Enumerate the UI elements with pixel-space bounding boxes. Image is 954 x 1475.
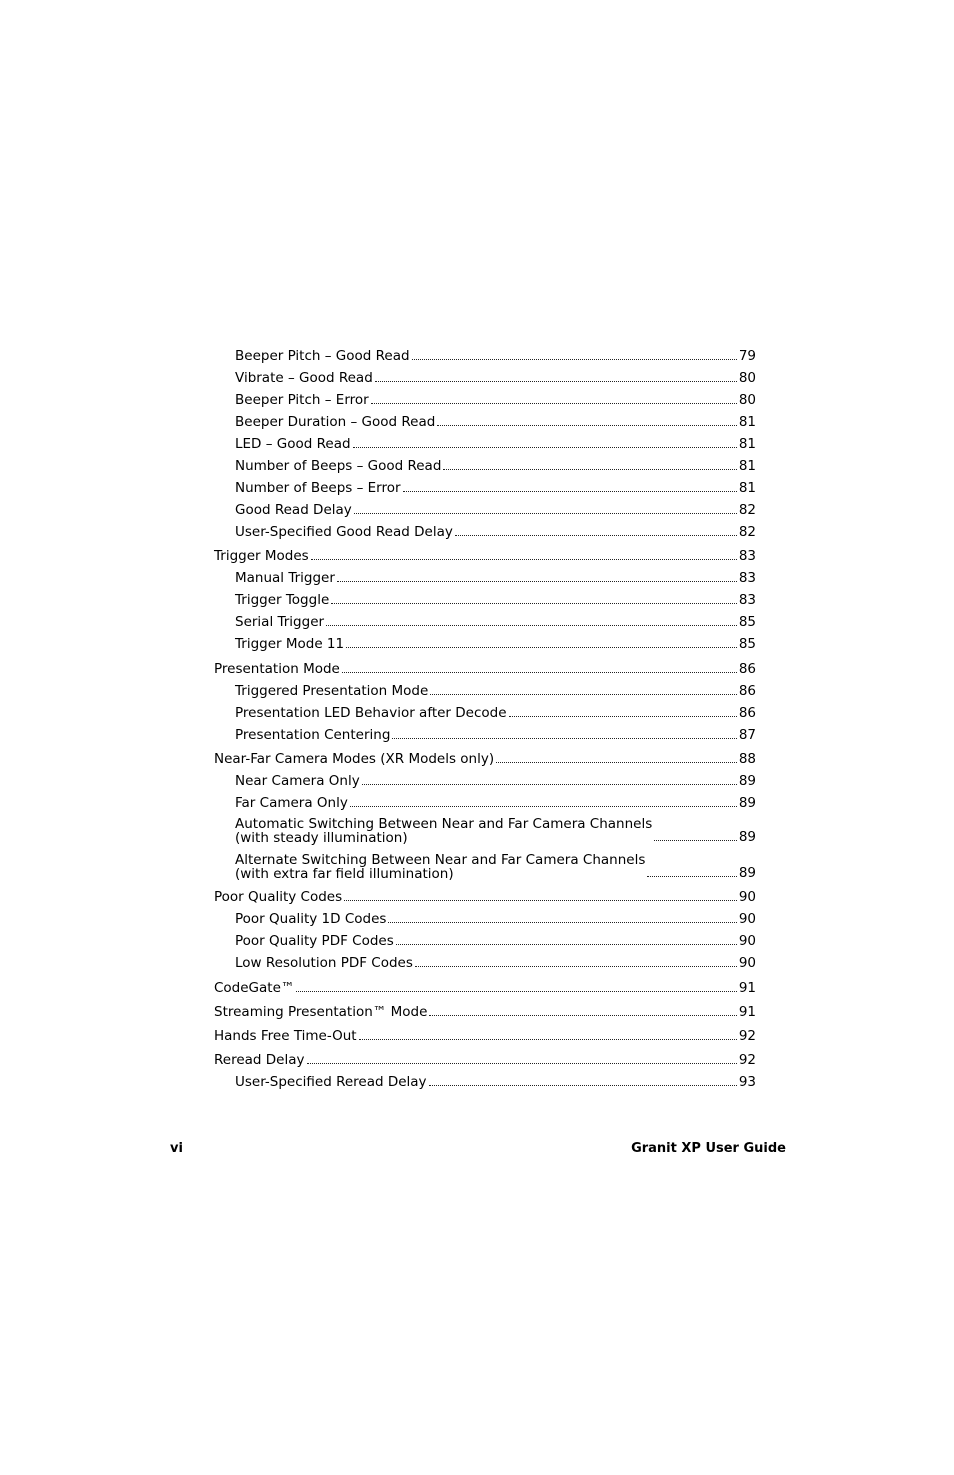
toc-entry[interactable] [214,636,756,652]
toc-entry-page: 82 [738,524,756,540]
toc-entry[interactable] [214,502,756,518]
toc-entry-page: 79 [738,348,756,364]
toc-leader-dots [412,359,737,360]
toc-section-page: 92 [738,1052,756,1068]
toc-leader-dots [403,491,737,492]
toc-leader-dots [353,447,737,448]
toc-entry[interactable] [214,933,756,949]
toc-entry-title: Beeper Pitch – Good Read [235,348,410,364]
toc-entry-title: Beeper Duration – Good Read [235,414,436,430]
toc-section[interactable] [214,548,756,564]
toc-leader-dots [415,966,737,967]
toc-entry-page: 89 [738,773,756,789]
toc-section-title: Presentation Mode [214,661,340,677]
toc-leader-dots [337,581,737,582]
toc-entry-title: Serial Trigger [235,614,325,630]
toc-leader-dots [647,876,736,877]
toc-leader-dots [296,991,736,992]
toc-entry-page: 80 [738,370,756,386]
toc-entry-title: Alternate Switching Between Near and Far Camera Channels (with extra far field illumination) [235,852,646,882]
toc-entry-page: 81 [738,458,756,474]
toc-entry-page: 90 [738,955,756,971]
toc-entry[interactable] [214,592,756,608]
toc-leader-dots [430,694,737,695]
toc-entry-page: 90 [738,911,756,927]
toc-entry[interactable] [214,817,756,845]
toc-entry[interactable] [214,458,756,474]
toc-entry-page: 80 [738,392,756,408]
toc-entry-page: 89 [738,795,756,811]
toc-section-page: 86 [738,661,756,677]
toc-entry-page: 81 [738,436,756,452]
toc-entry-title: Poor Quality PDF Codes [235,933,394,949]
toc-leader-dots [326,625,737,626]
toc-entry-page: 86 [738,705,756,721]
toc-leader-dots [350,806,737,807]
toc-leader-dots [362,784,737,785]
toc-leader-dots [307,1063,737,1064]
toc-entry-title: Trigger Mode 11 [235,636,345,652]
toc-leader-dots [455,535,737,536]
toc-section-page: 90 [738,889,756,905]
toc-leader-dots [509,716,737,717]
toc-entry[interactable] [214,853,756,881]
toc-entry-page: 87 [738,727,756,743]
toc-section-title: Streaming Presentation™ Mode [214,1004,428,1020]
toc-entry-title: Number of Beeps – Error [235,480,401,496]
toc-entry-title: Far Camera Only [235,795,348,811]
toc-entry[interactable] [214,570,756,586]
toc-leader-dots [443,469,736,470]
toc-section[interactable] [214,661,756,677]
toc-entry-page: 89 [738,829,756,845]
toc-leader-dots [346,647,737,648]
toc-entry-page: 89 [738,865,756,881]
toc-entry-page: 90 [738,933,756,949]
toc-entry[interactable] [214,524,756,540]
toc-entry[interactable] [214,955,756,971]
toc-leader-dots [429,1015,736,1016]
toc-entry-page: 93 [738,1074,756,1090]
toc-entry[interactable] [214,370,756,386]
toc-section-title: CodeGate™ [214,980,295,996]
toc-entry[interactable] [214,727,756,743]
toc-entry-page: 85 [738,614,756,630]
toc-entry-title: User-Specified Good Read Delay [235,524,453,540]
toc-entry-title: Beeper Pitch – Error [235,392,369,408]
toc-entry[interactable] [214,480,756,496]
toc-entry[interactable] [214,683,756,699]
toc-section[interactable] [214,751,756,767]
toc-entry-page: 85 [738,636,756,652]
toc-leader-dots [371,403,737,404]
toc-entry-page: 83 [738,570,756,586]
toc-section-title: Poor Quality Codes [214,889,343,905]
toc-leader-dots [429,1085,737,1086]
toc-entry[interactable] [214,392,756,408]
toc-leader-dots [311,559,737,560]
toc-section-title: Reread Delay [214,1052,305,1068]
toc-section[interactable] [214,889,756,905]
toc-entry[interactable] [214,414,756,430]
toc-leader-dots [354,513,737,514]
toc-section[interactable] [214,1028,756,1044]
toc-entry[interactable] [214,1074,756,1090]
toc-entry[interactable] [214,773,756,789]
toc-section-title: Trigger Modes [214,548,309,564]
toc-leader-dots [331,603,737,604]
toc-entry-title: Presentation Centering [235,727,391,743]
toc-entry-title: Good Read Delay [235,502,352,518]
toc-entry[interactable] [214,614,756,630]
toc-leader-dots [375,381,737,382]
toc-entry-title: User-Specified Reread Delay [235,1074,427,1090]
toc-section-page: 88 [738,751,756,767]
toc-entry-title: Low Resolution PDF Codes [235,955,413,971]
toc-entry-title: Near Camera Only [235,773,360,789]
toc-section-page: 91 [738,1004,756,1020]
toc-entry-title: LED – Good Read [235,436,351,452]
toc-entry-page: 81 [738,414,756,430]
toc-entry-page: 81 [738,480,756,496]
toc-entry-title: Triggered Presentation Mode [235,683,429,699]
toc-entry-page: 82 [738,502,756,518]
toc-leader-dots [437,425,736,426]
footer-page-number: vi [170,1141,183,1156]
toc-entry-page: 83 [738,592,756,608]
toc-section[interactable] [214,1052,756,1068]
toc-leader-dots [342,672,737,673]
toc-leader-dots [344,900,737,901]
toc-leader-dots [392,738,736,739]
toc-entry-title: Manual Trigger [235,570,335,586]
toc-leader-dots [388,922,736,923]
toc-section-page: 83 [738,548,756,564]
toc-entry-title: Vibrate – Good Read [235,370,373,386]
table-of-contents [214,348,756,1090]
page-footer [170,1141,786,1156]
toc-leader-dots [654,840,737,841]
toc-section[interactable] [214,1004,756,1020]
toc-entry[interactable] [214,795,756,811]
toc-entry-title: Poor Quality 1D Codes [235,911,387,927]
toc-entry-page: 86 [738,683,756,699]
toc-entry-title: Automatic Switching Between Near and Far Camera Channels (with steady illumination) [235,816,653,846]
toc-section[interactable] [214,980,756,996]
toc-section-page: 91 [738,980,756,996]
toc-entry-title: Number of Beeps – Good Read [235,458,442,474]
toc-leader-dots [396,944,737,945]
toc-entry-title: Trigger Toggle [235,592,330,608]
toc-entry-title: Presentation LED Behavior after Decode [235,705,507,721]
toc-leader-dots [496,762,737,763]
toc-section-title: Near-Far Camera Modes (XR Models only) [214,751,495,767]
toc-entry[interactable] [214,911,756,927]
toc-entry[interactable] [214,348,756,364]
toc-section-title: Hands Free Time-Out [214,1028,357,1044]
toc-section-page: 92 [738,1028,756,1044]
toc-entry[interactable] [214,436,756,452]
footer-guide-title: Granit XP User Guide [631,1141,786,1156]
toc-leader-dots [359,1039,737,1040]
toc-entry[interactable] [214,705,756,721]
